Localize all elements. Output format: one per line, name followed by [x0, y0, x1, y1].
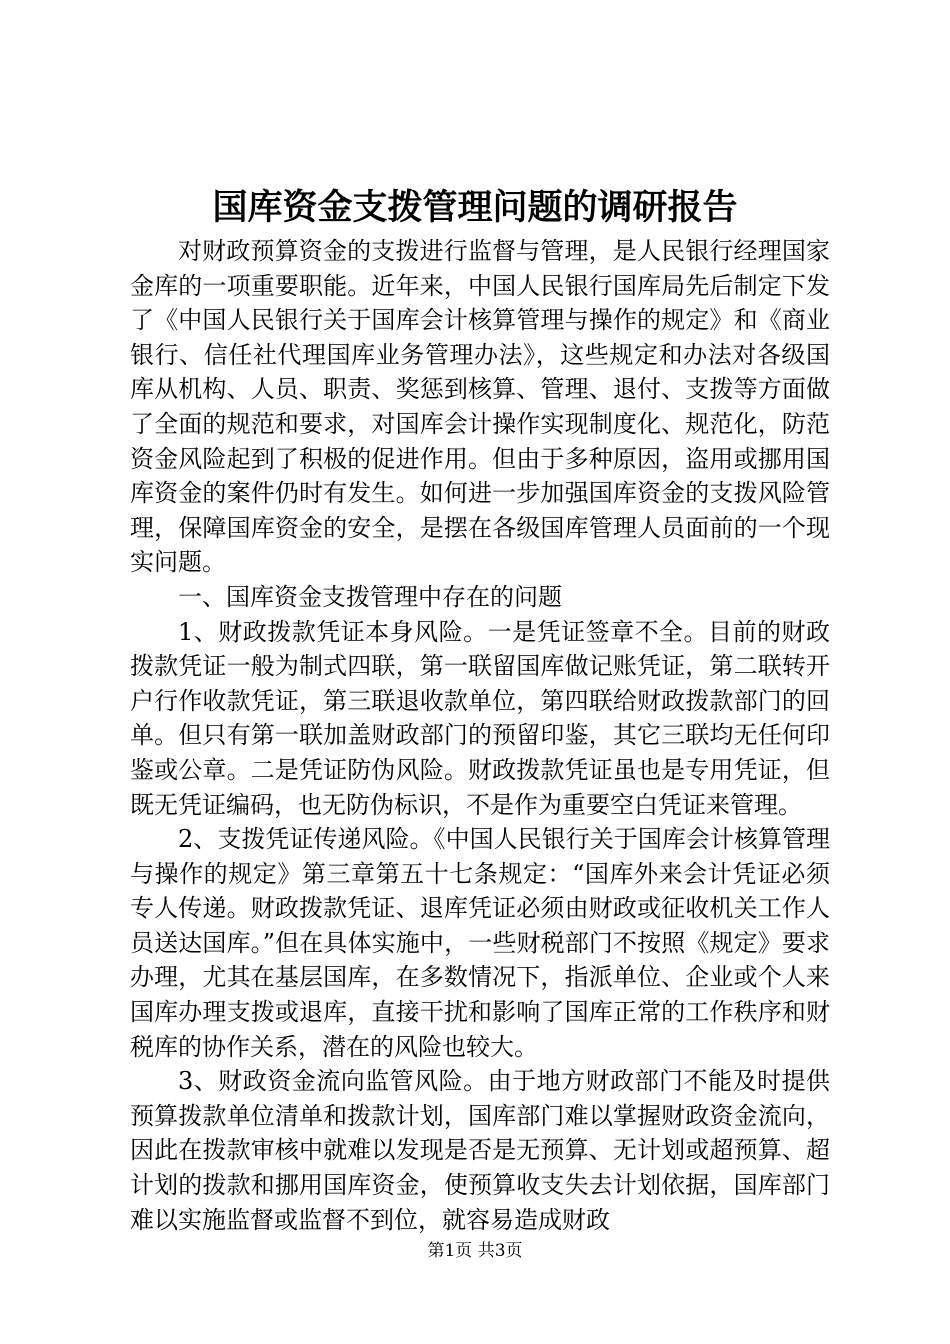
body-paragraph: 1、财政拨款凭证本身风险。一是凭证签章不全。目前的财政拨款凭证一般为制式四联，第一联留国库做记账凭证，第二联转开户行作收款凭证，第三联退收款单位，第四联给财政拨款部门的回单。但只有第一联加盖财政部门的预留印鉴，其它三联均无任何印鉴或公章。二是凭证防伪风险。财政拨款凭证虽也是专用凭证，但既无凭证编码，也无防伪标识，不是作为重要空白凭证来管理。	[130, 617, 830, 819]
page-footer: 第1页 共3页	[427, 1241, 523, 1261]
body-paragraph: 2、支拨凭证传递风险。《中国人民银行关于国库会计核算管理与操作的规定》第三章第五十七条规定：“国库外来会计凭证必须专人传递。财政拨款凭证、退库凭证必须由财政或征收机关工作人员送达国库。”但在具体实施中，一些财税部门不按照《规定》要求办理，尤其在基层国库，在多数情况下，指派单位、企业或个人来国库办理支拨或退库，直接干扰和影响了国库正常的工作秩序和财税库的协作关系，潜在的风险也较大。	[130, 825, 830, 1061]
section-heading: 一、国库资金支拨管理中存在的问题	[178, 582, 562, 611]
body-paragraph: 3、财政资金流向监管风险。由于地方财政部门不能及时提供预算拨款单位清单和拨款计划，国库部门难以掌握财政资金流向，因此在拨款审核中就难以发现是否是无预算、无计划或超预算、超计划的拨款和挪用国库资金，使预算收支失去计划依据，国库部门难以实施监督或监督不到位，就容易造成财政	[130, 1067, 830, 1234]
document-body	[130, 234, 830, 1237]
intro-paragraph: 对财政预算资金的支拨进行监督与管理，是人民银行经理国家金库的一项重要职能。近年来，中国人民银行国库局先后制定下发了《中国人民银行关于国库会计核算管理与操作的规定》和《商业银行、信任社代理国库业务管理办法》，这些规定和办法对各级国库从机构、人员、职责、奖惩到核算、管理、退付、支拨等方面做了全面的规范和要求，对国库会计操作实现制度化、规范化，防范资金风险起到了积极的促进作用。但由于多种原因，盗用或挪用国库资金的案件仍时有发生。如何进一步加强国库资金的支拨风险管理，保障国库资金的安全，是摆在各级国库管理人员面前的一个现实问题。	[130, 237, 830, 577]
document-title: 国库资金支拨管理问题的调研报告	[212, 187, 738, 228]
